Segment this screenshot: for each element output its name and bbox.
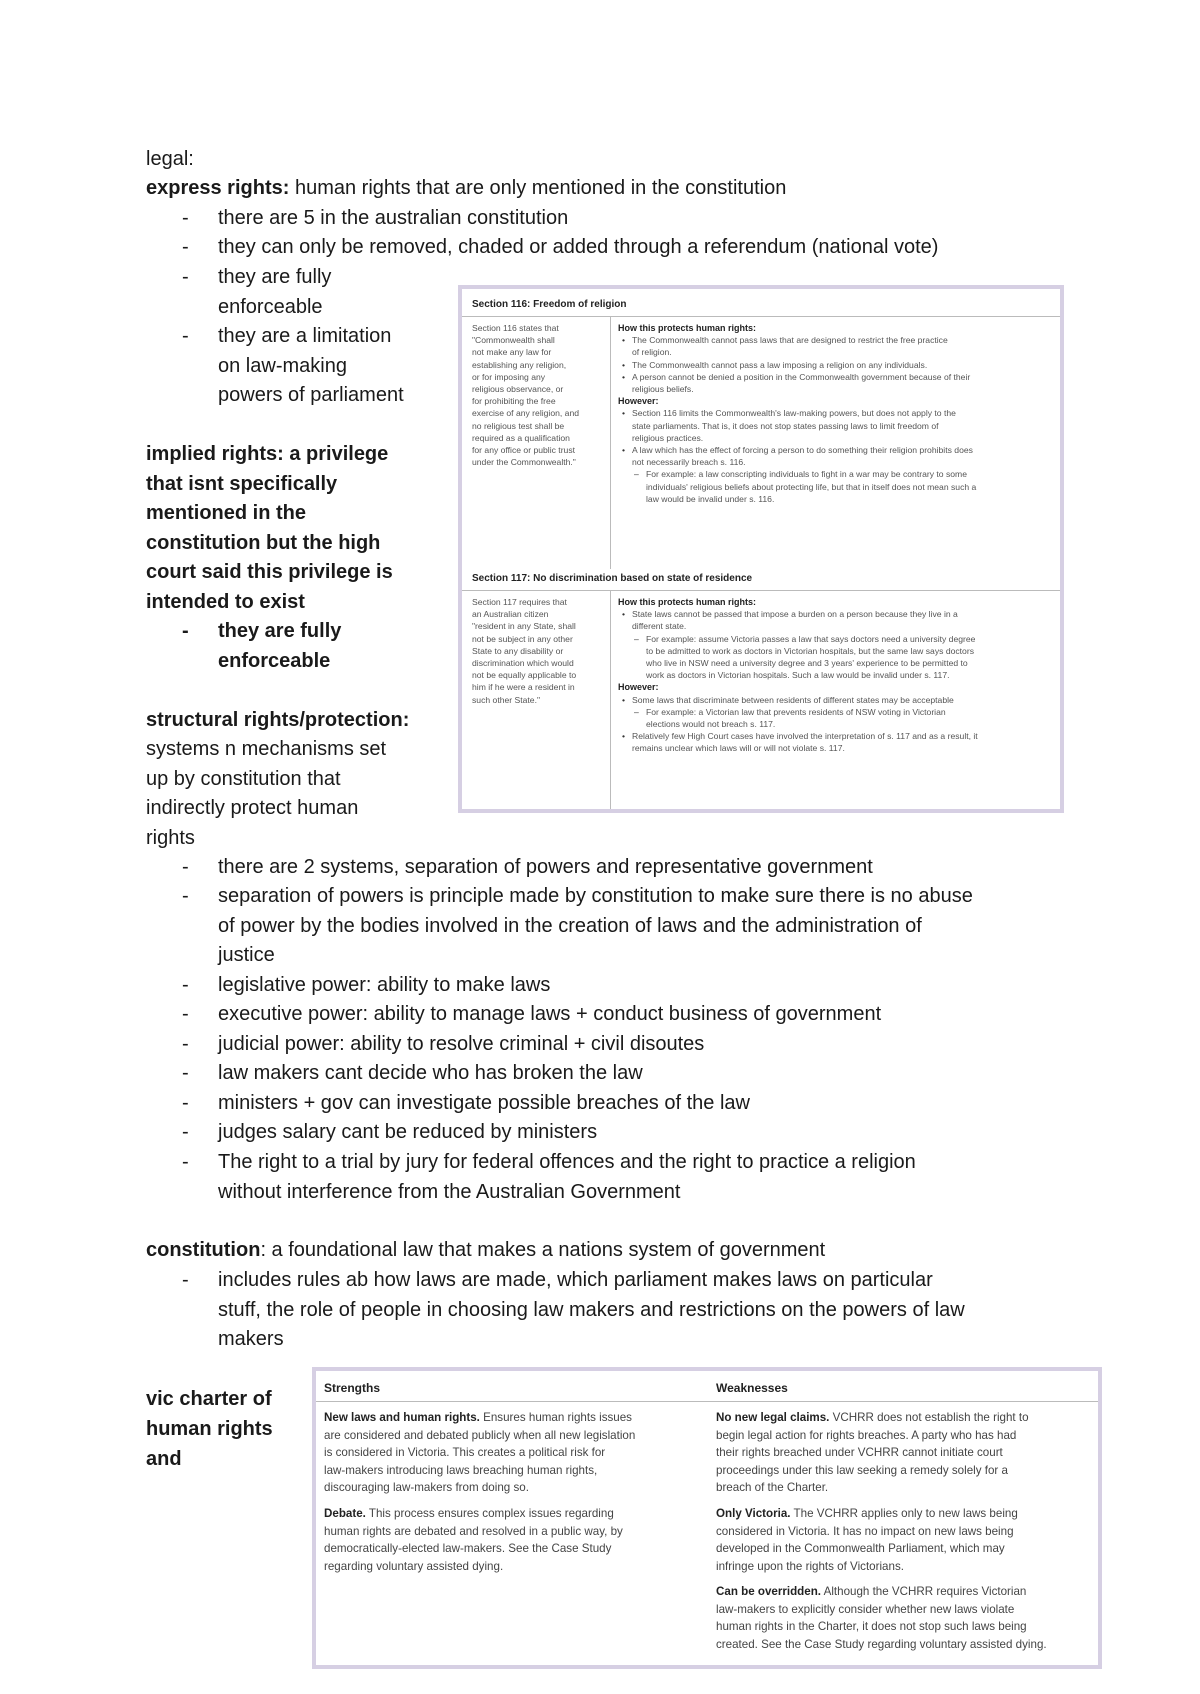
list-item: legislative power: ability to make laws <box>218 974 551 996</box>
bullet-dash: - <box>182 620 189 642</box>
list-item: • Section 116 limits the Commonwealth's law-making powers, but does not apply to the state parliaments. That is, it does not stop states passing laws to limit freedom of religious practices. <box>618 407 976 444</box>
express-rights-term: express rights: <box>146 177 290 199</box>
constitution-term: constitution <box>146 1239 261 1261</box>
list-item: they are a limitation on law-making powers of parliament <box>218 325 404 406</box>
list-item: • A person cannot be denied a position in the Commonwealth government because of their religious beliefs. <box>618 371 976 395</box>
strength-new-laws: New laws and human rights. Ensures human rights issues are considered and debated publicly when all new legislation is considered in Victoria. This creates a political risk for law-makers introducing laws breaching human rights, discouraging law-makers from doing so. <box>324 1411 636 1494</box>
list-item: they can only be removed, chaded or added through a referendum (national vote) <box>218 236 939 258</box>
bullet-dash: - <box>182 856 189 878</box>
bullet-dash: - <box>182 1062 189 1084</box>
list-item: • Some laws that discriminate between residents of different states may be acceptable <box>618 694 978 706</box>
charter-strengths-weaknesses-image <box>312 1367 1102 1669</box>
section-117-protections: How this protects human rights: • State laws cannot be passed that impose a burden on a person because they live in a different state. – For example: assume Victoria passes a law that says doctors need a university degree to be admitted to work as doctors in Victorian hospitals, but the same law says doctors who live in NSW need a university degree and 3 years' experience to be permitted to work as doctors in Victorian hospitals. Such a law would be invalid under s. 117. However: • Some laws that discriminate between residents of different states may be acceptable – For example: a Victorian law that prevents residents of NSW voting in Victorian elections would not breach s. 117. • Relatively few High Court cases have involved the interpretation of s. 117 and as a result, it remains unclear which laws will or will not violate s. 117. <box>618 596 978 755</box>
list-item: ministers + gov can investigate possible breaches of the law <box>218 1092 750 1114</box>
structural-rights-term: structural rights/protection: <box>146 709 410 731</box>
list-item: • State laws cannot be passed that impose a burden on a person because they live in a different state. <box>618 608 978 632</box>
vic-charter-heading: vic charter of human rights and <box>146 1388 273 1470</box>
legal-label: legal: <box>146 148 194 170</box>
constitution-sections-table-image <box>458 285 1064 813</box>
table-header <box>316 1371 1098 1402</box>
list-item: The right to a trial by jury for federal offences and the right to practice a religion without interference from the Australian Government <box>218 1151 916 1203</box>
bullet-dash: - <box>182 236 189 258</box>
list-item: there are 2 systems, separation of powers and representative government <box>218 856 873 878</box>
constitution-text: : a foundational law that makes a nations system of government <box>260 1239 826 1261</box>
list-item: • The Commonwealth cannot pass laws that are designed to restrict the free practice of religion. <box>618 334 976 358</box>
bullet-dash: - <box>182 974 189 996</box>
list-item: • Relatively few High Court cases have involved the interpretation of s. 117 and as a result, it remains unclear which laws will or will not violate s. 117. <box>618 730 978 754</box>
table-divider <box>610 590 611 809</box>
implied-rights-definition: implied rights: a privilege that isnt specifically mentioned in the constitution but the high court said this privilege is intended to exist <box>146 443 393 613</box>
express-rights-text: human rights that are only mentioned in the constitution <box>289 177 787 199</box>
weakness-no-new-claims: No new legal claims. VCHRR does not establish the right to begin legal action for rights breaches. A party who has had their rights breached under VCHRR cannot initiate court proceedings under this law seeking a remedy solely for a breach of the Charter. <box>716 1411 1029 1494</box>
list-item: – For example: a law conscripting individuals to fight in a war may be contrary to some individuals' religious beliefs about protecting life, but that in itself does not mean such a law would be invalid under s. 116. <box>618 468 976 505</box>
section-116-protections: How this protects human rights: • The Commonwealth cannot pass laws that are designed to restrict the free practice of religion. • The Commonwealth cannot pass a law imposing a religion on any individuals. • A person cannot be denied a position in the Commonwealth government because of their religious beliefs. However: • Section 116 limits the Commonwealth's law-making powers, but does not apply to the state parliaments. That is, it does not stop states passing laws to limit freedom of religious practices. • A law which has the effect of forcing a person to do something their religion prohibits does not necessarily breach s. 116. – For example: a law conscripting individuals to fight in a war may be contrary to some individuals' religious beliefs about protecting life, but that in itself does not mean such a law would be invalid under s. 116. <box>618 322 976 505</box>
list-item: there are 5 in the australian constitution <box>218 207 569 229</box>
table-divider <box>462 590 1060 591</box>
bullet-dash: - <box>182 1003 189 1025</box>
list-item: judges salary cant be reduced by ministers <box>218 1121 598 1143</box>
bullet-dash: - <box>182 885 189 907</box>
weakness-only-victoria: Only Victoria. The VCHRR applies only to new laws being considered in Victoria. It has no impact on new laws being developed in the Commonwealth Parliament, which may infringe upon the rights of Victorians. <box>716 1507 1018 1573</box>
bullet-dash: - <box>182 1033 189 1055</box>
bullet-dash: - <box>182 266 189 288</box>
express-rights-definition <box>146 174 786 204</box>
weaknesses-heading: Weaknesses <box>716 1381 788 1395</box>
strengths-heading: Strengths <box>324 1381 381 1395</box>
list-item: • The Commonwealth cannot pass a law imposing a religion on any individuals. <box>618 359 976 371</box>
list-item: they are fully enforceable <box>218 266 332 318</box>
list-item: separation of powers is principle made by constitution to make sure there is no abuse of power by the bodies involved in the creation of laws and the administration of justice <box>218 885 973 966</box>
bullet-dash: - <box>182 207 189 229</box>
section-117-text: Section 117 requires that an Australian citizen "resident in any State, shall not be subject in any other State to any disability or discrimination which would not be equally applicable to him if he were a resident in such other State." <box>472 597 577 705</box>
section-116-text: Section 116 states that "Commonwealth shall not make any law for establishing any religion, or for imposing any religious observance, or for prohibiting the free exercise of any religion, and no religious test shall be required as a qualification for any office or public trust under the Commonwealth." <box>472 323 580 468</box>
list-item: law makers cant decide who has broken the law <box>218 1062 643 1084</box>
section-116-title: Section 116: Freedom of religion <box>472 299 627 310</box>
list-item: includes rules ab how laws are made, which parliament makes laws on particular stuff, the role of people in choosing law makers and restrictions on the powers of law makers <box>218 1269 965 1350</box>
list-item: they are fully enforceable <box>218 620 342 672</box>
bullet-dash: - <box>182 1151 189 1173</box>
bullet-dash: - <box>182 325 189 347</box>
weakness-can-be-overridden: Can be overridden. Although the VCHRR requires Victorian law-makers to explicitly consider whether new laws violate human rights in the Charter, it does not stop such laws being created. See the Case Study regarding voluntary assisted dying. <box>716 1585 1047 1651</box>
bullet-dash: - <box>182 1269 189 1291</box>
table-divider <box>462 316 1060 317</box>
bullet-dash: - <box>182 1092 189 1114</box>
list-item: • A law which has the effect of forcing a person to do something their religion prohibits does not necessarily breach s. 116. <box>618 444 976 468</box>
structural-rights-definition: systems n mechanisms set up by constitution that indirectly protect human rights <box>146 738 387 849</box>
strength-debate: Debate. This process ensures complex issues regarding human rights are debated and resolved in a public way, by democratically-elected law-makers. See the Case Study regarding voluntary assisted dying. <box>324 1507 623 1573</box>
list-item: judicial power: ability to resolve criminal + civil disoutes <box>218 1033 705 1055</box>
section-117-title: Section 117: No discrimination based on state of residence <box>472 573 753 584</box>
bullet-dash: - <box>182 1121 189 1143</box>
list-item: – For example: assume Victoria passes a law that says doctors need a university degree to be admitted to work as doctors in Victorian hospitals, but the same law says doctors who live in NSW need a university degree and 3 years' experience to be permitted to work as doctors in Victorian hospitals. Such a law would be invalid under s. 117. <box>618 633 978 682</box>
constitution-definition <box>146 1236 825 1266</box>
list-item: executive power: ability to manage laws + conduct business of government <box>218 1003 882 1025</box>
list-item: – For example: a Victorian law that prevents residents of NSW voting in Victorian elections would not breach s. 117. <box>618 706 978 730</box>
table-divider <box>610 316 611 569</box>
